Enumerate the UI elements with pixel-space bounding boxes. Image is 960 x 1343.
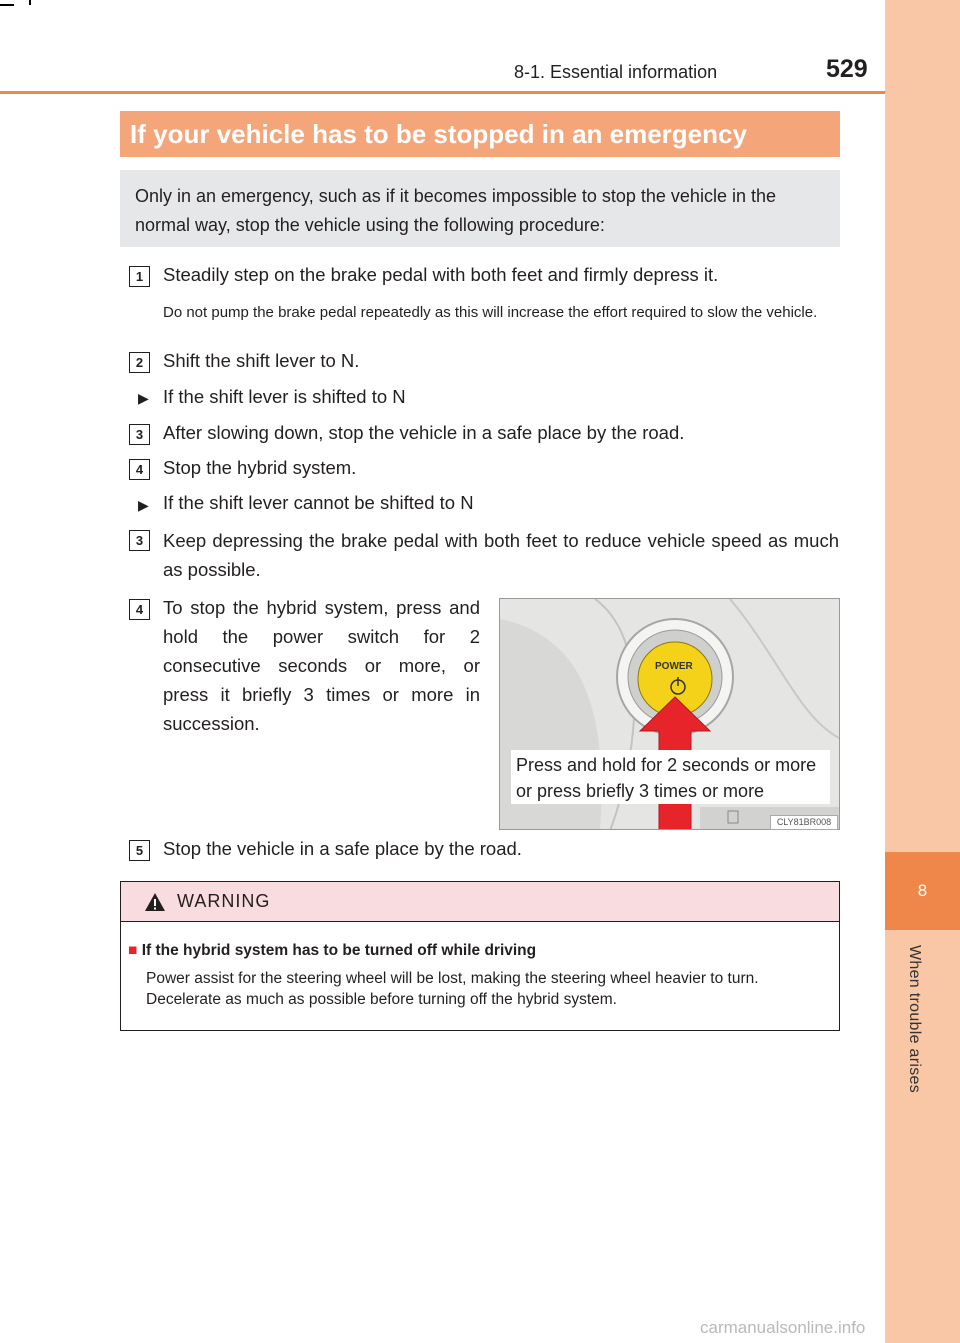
- figure-caption: [511, 750, 830, 804]
- step-number: 5: [129, 840, 150, 861]
- step-number: 1: [129, 266, 150, 287]
- warning-title: WARNING: [177, 891, 271, 911]
- warning-icon: [144, 892, 166, 912]
- step-text: After slowing down, stop the vehicle in a safe place by the road.: [163, 422, 685, 443]
- crop-mark: [0, 4, 14, 6]
- case-arrow-icon: ▶: [138, 497, 149, 513]
- figure-caption-line: Press and hold for 2 seconds or more: [516, 755, 817, 775]
- case-arrow-icon: ▶: [138, 390, 149, 406]
- chapter-number: 8: [885, 852, 960, 930]
- watermark: carmanualsonline.info: [700, 1318, 866, 1337]
- page-title: If your vehicle has to be stopped in an emergency: [120, 111, 840, 157]
- crop-mark: [29, 0, 31, 5]
- step-text: Steadily step on the brake pedal with both feet and firmly depress it.: [163, 264, 719, 285]
- warning-subtitle: [128, 942, 536, 960]
- figure-code: CLY81BR008: [770, 815, 838, 830]
- chapter-title: When trouble arises: [906, 945, 923, 1093]
- page-number: 529: [826, 55, 868, 83]
- warning-box: [120, 881, 840, 1031]
- case-heading: If the shift lever is shifted to N: [163, 386, 406, 407]
- step-text: Stop the vehicle in a safe place by the road.: [163, 838, 522, 859]
- step-number: 2: [129, 352, 150, 373]
- intro-box: Only in an emergency, such as if it becomes impossible to stop the vehicle in the normal way, stop the vehicle using the following procedure:: [120, 170, 840, 247]
- warning-header: [121, 882, 839, 922]
- step-number: 4: [129, 599, 150, 620]
- step-text: Keep depressing the brake pedal with both feet to reduce vehicle speed as much as possible.: [163, 530, 839, 580]
- step-number: 3: [129, 530, 150, 551]
- step-text: Shift the shift lever to N.: [163, 350, 360, 371]
- chapter-side-tab: [885, 0, 960, 1343]
- section-header: 8-1. Essential information: [514, 62, 718, 82]
- header-rule: [0, 91, 885, 94]
- step-number: 4: [129, 459, 150, 480]
- warning-subtitle-text: If the hybrid system has to be turned off while driving: [141, 942, 537, 959]
- case-heading: If the shift lever cannot be shifted to N: [163, 492, 474, 513]
- step-text: Stop the hybrid system.: [163, 457, 357, 478]
- step-number: 3: [129, 424, 150, 445]
- figure-caption-line: or press briefly 3 times or more: [516, 781, 765, 801]
- step-text: To stop the hybrid system, press and hold the power switch for 2 consecutive seconds or more, or press it briefly 3 times or more in succession.: [163, 597, 480, 734]
- power-button-label: POWER: [655, 661, 693, 672]
- warning-body: Power assist for the steering wheel will be lost, making the steering wheel heavier to turn. Decelerate as much as possible before turning off the hybrid system.: [146, 970, 759, 1008]
- step-note: Do not pump the brake pedal repeatedly as this will increase the effort required to slow the vehicle.: [163, 304, 818, 321]
- bullet-square-icon: ■: [128, 942, 138, 959]
